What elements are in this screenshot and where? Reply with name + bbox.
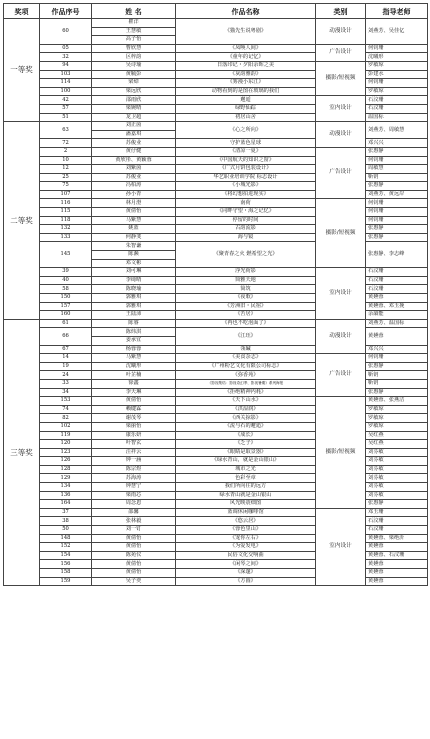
work-title: 《绿水青山，就是金山银山》 <box>176 457 316 466</box>
teacher: 靳钥 <box>366 379 428 388</box>
work-title: 浮光荷影 <box>176 268 316 277</box>
teacher: 黄嬿蓉、张燕洁 <box>366 397 428 406</box>
teacher: 张惠静 <box>366 147 428 156</box>
work-number: 126 <box>40 457 92 466</box>
student-name: 邵雨欣 <box>92 96 176 105</box>
student-name: 张林毅 <box>92 517 176 526</box>
work-title: 《猫先生说粤剧》 <box>176 19 316 45</box>
work-title: 《洪湿润》 <box>176 405 316 414</box>
category: 室内设计 <box>316 268 366 320</box>
student-name: 王慧敏 <box>92 27 176 36</box>
work-title: 我们所向往的远方 <box>176 483 316 492</box>
work-number: 66 <box>40 328 92 345</box>
work-title: 《灰韵雅韵》 <box>176 70 316 79</box>
work-title: 《宠你左右》 <box>176 534 316 543</box>
work-number: 38 <box>40 517 92 526</box>
teacher: 刘燕芳、黄远岸 <box>366 190 428 199</box>
teacher: 张惠静 <box>366 500 428 509</box>
work-number: 128 <box>40 465 92 474</box>
work-title: 《西关掠影》 <box>176 414 316 423</box>
work-title: 《弥香苑》 <box>176 371 316 380</box>
table-row <box>4 199 428 208</box>
teacher: 周敏慧 <box>366 165 428 174</box>
work-title: 《流与石的邂逅》 <box>176 422 316 431</box>
student-name: 姚蓝 <box>92 225 176 234</box>
work-title: 《悠云居》 <box>176 517 316 526</box>
student-name: 徐鑫 <box>92 379 176 388</box>
teacher: 刘燕芳、吴佳亿 <box>366 19 428 45</box>
work-title: 色彩至章 <box>176 474 316 483</box>
header-row <box>4 4 428 19</box>
teacher: 张惠静 <box>366 233 428 242</box>
teacher: 石汶珊 <box>366 285 428 294</box>
work-title: 《深邃》 <box>176 569 316 578</box>
work-number: 156 <box>40 560 92 569</box>
teacher: 刘芬敏 <box>366 457 428 466</box>
student-name: 康乐妍 <box>92 431 176 440</box>
student-name: 梁雨芯 <box>92 491 176 500</box>
teacher: 罗敏琼 <box>366 405 428 414</box>
student-name: 钟慧宁 <box>92 483 176 492</box>
category: 广告设计 <box>316 354 366 397</box>
work-title: 《聚青春之火 燃希望之光》 <box>176 242 316 268</box>
work-title: 《再也不吃泡面了》 <box>176 319 316 328</box>
work-title: 古韵流影 <box>176 225 316 234</box>
student-name: 郭雅琪 <box>92 294 176 303</box>
student-name: 苏俊业 <box>92 139 176 148</box>
teacher: 吴红燕 <box>366 431 428 440</box>
teacher: 罗敏琼 <box>366 422 428 431</box>
student-name: 刘可琳 <box>92 268 176 277</box>
work-number: 72 <box>40 139 92 148</box>
work-title: 瓴碱 <box>176 345 316 354</box>
work-number: 118 <box>40 216 92 225</box>
work-title: 《为爱发电》 <box>176 543 316 552</box>
student-name: 叶芷楠 <box>92 371 176 380</box>
work-title: 城市之光 <box>176 465 316 474</box>
student-name: 赖键霖 <box>92 405 176 414</box>
work-number: 40 <box>40 276 92 285</box>
student-name: 苏俊业 <box>92 173 176 182</box>
work-title: 《凤唤人间》 <box>176 44 316 53</box>
teacher: 靳钥 <box>366 173 428 182</box>
awards-body <box>4 19 428 586</box>
work-number: 37 <box>40 508 92 517</box>
work-number: 24 <box>40 371 92 380</box>
work-title: 《芳洲旧・民宿》 <box>176 302 316 311</box>
work-number: 14 <box>40 354 92 363</box>
teacher: 温国标 <box>366 113 428 122</box>
work-number: 107 <box>40 190 92 199</box>
table-row <box>4 147 428 156</box>
work-title: 风光映震细图 <box>176 500 316 509</box>
work-title: 《广式月饼包装设计》 <box>176 165 316 174</box>
student-name: 王陆沛 <box>92 311 176 320</box>
work-title: 海与镜 <box>176 233 316 242</box>
teacher: 黄嬿蓉 <box>366 577 428 586</box>
work-title: 《江珏》 <box>176 328 316 345</box>
student-name: 刘一钉 <box>92 526 176 535</box>
work-title: 《拒绝精神内耗》 <box>176 388 316 397</box>
teacher: 罗敏琼 <box>366 414 428 423</box>
work-number: 42 <box>40 96 92 105</box>
student-name: 陈炜淇 <box>92 328 176 337</box>
student-name: 刘正茵 <box>92 122 176 131</box>
work-number: 115 <box>40 208 92 217</box>
work-number: 157 <box>40 302 92 311</box>
student-name: 沈曦形 <box>92 362 176 371</box>
work-title: 《成长》 <box>176 431 316 440</box>
work-number: 150 <box>40 294 92 303</box>
work-number: 152 <box>40 543 92 552</box>
student-name: 朱智谦 <box>92 242 176 251</box>
student-name: 曹欣慧 <box>92 44 176 53</box>
table-row <box>4 61 428 70</box>
work-number: 145 <box>40 242 92 268</box>
student-name: 黄欣彤、黄颖蓉 <box>92 156 176 165</box>
work-title: 《将幻想拍进现实》 <box>176 190 316 199</box>
work-number: 119 <box>40 431 92 440</box>
work-title: 绿水青山就是金山银山 <box>176 491 316 500</box>
student-name: 黄倩怡 <box>92 560 176 569</box>
table-row <box>4 96 428 105</box>
work-number: 158 <box>40 569 92 578</box>
work-number: 05 <box>40 44 92 53</box>
work-number: 25 <box>40 173 92 182</box>
work-title: 《乏子》 <box>176 440 316 449</box>
work-title: 日落印记・夕阳余晖之美 <box>176 61 316 70</box>
work-number: 129 <box>40 474 92 483</box>
work-number: 58 <box>40 285 92 294</box>
work-title: 《蓉色里山》 <box>176 526 316 535</box>
teacher: 罗敏琼 <box>366 87 428 96</box>
work-number: 74 <box>40 405 92 414</box>
student-name: 吴子奕 <box>92 577 176 586</box>
work-title: 简雅天地 <box>176 276 316 285</box>
teacher: 黄嬿蓉、石汶珊 <box>366 551 428 560</box>
work-number: 39 <box>40 268 92 277</box>
teacher: 彭建水 <box>366 70 428 79</box>
category: 广告设计 <box>316 44 366 61</box>
header-work: 作品名称 <box>176 4 316 19</box>
table-row <box>4 268 428 277</box>
teacher: 何钊珊 <box>366 216 428 225</box>
teacher: 刘芬敏 <box>366 448 428 457</box>
work-number: 159 <box>40 577 92 586</box>
award-level: 三等奖 <box>4 319 40 585</box>
work-title: 《闲琴之间》 <box>176 560 316 569</box>
work-number: 94 <box>40 61 92 70</box>
award-level: 二等奖 <box>4 122 40 320</box>
teacher: 何钊珊 <box>366 156 428 165</box>
work-title: 《童年的记忆》 <box>176 53 316 62</box>
teacher: 张惠静 <box>366 388 428 397</box>
teacher: 何钊珊 <box>366 208 428 217</box>
table-row <box>4 397 428 406</box>
header-category: 类别 <box>316 4 366 19</box>
student-name: 陈宗煜 <box>92 465 176 474</box>
student-name: 梁焯 <box>92 79 176 88</box>
teacher: 何钊珊 <box>366 354 428 363</box>
student-name: 李天琳 <box>92 388 176 397</box>
teacher: 罗敏琼 <box>366 61 428 70</box>
work-number: 2 <box>40 147 92 156</box>
work-title: 简筑 <box>176 285 316 294</box>
teacher: 邓兴兴 <box>366 345 428 354</box>
work-title: 南荷 <box>176 199 316 208</box>
work-number: 160 <box>40 311 92 320</box>
work-number: 116 <box>40 199 92 208</box>
work-title: 民俗文化交响曲 <box>176 551 316 560</box>
work-number: 75 <box>40 182 92 191</box>
category: 广告设计 <box>316 147 366 199</box>
category: 摄影/短视频 <box>316 397 366 509</box>
work-title: 《清凉一夏》 <box>176 147 316 156</box>
student-name: 吴诗瑜 <box>92 61 176 70</box>
teacher: 吴红燕 <box>366 440 428 449</box>
work-title: 华艺职业培训学院 标志设计 <box>176 173 316 182</box>
student-name: 谢茂琴 <box>92 414 176 423</box>
student-name: 姜承宜 <box>92 336 176 345</box>
teacher: 沈曦形 <box>366 53 428 62</box>
student-name: 孙小青 <box>92 190 176 199</box>
student-name: 马紫慧 <box>92 354 176 363</box>
teacher: 何钊珊 <box>366 44 428 53</box>
work-number: 32 <box>40 53 92 62</box>
student-name: 潘嘉琪 <box>92 130 176 139</box>
student-name: 高子怡 <box>92 36 176 45</box>
work-title: 《同畔守望・海之记忆》 <box>176 208 316 217</box>
work-title: 《眼睛是取景器》 <box>176 448 316 457</box>
work-title: 停留的时间 <box>176 216 316 225</box>
teacher: 张惠静 <box>366 182 428 191</box>
work-number: 19 <box>40 362 92 371</box>
student-name: 陈苑仪 <box>92 551 176 560</box>
student-name: 冯柏涛 <box>92 182 176 191</box>
header-number: 作品序号 <box>40 4 92 19</box>
student-name: 杨蓉蓉 <box>92 345 176 354</box>
category: 摄影/短视频 <box>316 199 366 268</box>
teacher: 刘燕芳、温国标 <box>366 319 428 328</box>
teacher: 石汶珊 <box>366 104 428 113</box>
work-title: 初居山舍 <box>176 113 316 122</box>
work-title: 《雾漫小东江》 <box>176 79 316 88</box>
work-title: 绿野仙踪 <box>176 104 316 113</box>
work-number: 10 <box>40 156 92 165</box>
work-title: 《苦居》 <box>176 311 316 320</box>
work-number: 136 <box>40 491 92 500</box>
work-title: 《广州粉艺文化有限公司标志》 <box>176 362 316 371</box>
work-title: 《影视集结：影视奇幻季、影视暑期》系列海报 <box>176 379 316 388</box>
work-number: 120 <box>40 440 92 449</box>
teacher: 刘燕芳、周敏慧 <box>366 122 428 139</box>
category: 动漫设计 <box>316 319 366 353</box>
work-number: 133 <box>40 233 92 242</box>
student-name: 郭雅琪 <box>92 302 176 311</box>
table-row <box>4 19 428 28</box>
work-title: 《心之所向》 <box>176 122 316 139</box>
work-number: 134 <box>40 483 92 492</box>
work-number: 154 <box>40 551 92 560</box>
student-name: 黄倩怡 <box>92 534 176 543</box>
table-row <box>4 122 428 131</box>
teacher: 黄嬿蓉 <box>366 569 428 578</box>
teacher: 石汶珊 <box>366 96 428 105</box>
work-number: 123 <box>40 448 92 457</box>
teacher: 刘芬敏 <box>366 491 428 500</box>
work-title: 《小城光影》 <box>176 182 316 191</box>
teacher: 何钊珊 <box>366 199 428 208</box>
work-number: 164 <box>40 500 92 509</box>
category: 室内设计 <box>316 508 366 585</box>
teacher: 靳钥 <box>366 371 428 380</box>
student-name: 刘紫茵 <box>92 165 176 174</box>
work-number: 67 <box>40 345 92 354</box>
work-title: 动物看到的是图在玻璃的我们 <box>176 87 316 96</box>
student-name: 梁婉晴 <box>92 104 176 113</box>
student-name: 陈濒 <box>92 251 176 260</box>
teacher: 黄嬿蓉 <box>366 543 428 552</box>
work-number: 63 <box>40 122 92 139</box>
header-award: 奖项 <box>4 4 40 19</box>
work-number: 114 <box>40 79 92 88</box>
work-number: 57 <box>40 104 92 113</box>
table-row <box>4 508 428 517</box>
student-name: 黄毓彭 <box>92 70 176 79</box>
table-row <box>4 319 428 328</box>
teacher: 余韻能 <box>366 311 428 320</box>
student-name: 叶智玄 <box>92 440 176 449</box>
work-title: 《天下山水》 <box>176 397 316 406</box>
student-name: 梁丽怡 <box>92 422 176 431</box>
teacher: 张惠静、李志峰 <box>366 242 428 268</box>
work-title: 《美食杂志》 <box>176 354 316 363</box>
student-name: 何静斐 <box>92 233 176 242</box>
work-number: 33 <box>40 379 92 388</box>
header-name: 姓 名 <box>92 4 176 19</box>
student-name: 瞿洋 <box>92 19 176 28</box>
student-name: 梁远欣 <box>92 87 176 96</box>
student-name: 黄倩怡 <box>92 543 176 552</box>
work-number: 153 <box>40 397 92 406</box>
student-name: 周念恩 <box>92 500 176 509</box>
work-number: 50 <box>40 526 92 535</box>
teacher: 黄嬿蓉、梁绝沂 <box>366 534 428 543</box>
student-name: 林月澄 <box>92 199 176 208</box>
teacher: 邓玉珊 <box>366 508 428 517</box>
teacher: 石汶珊 <box>366 268 428 277</box>
teacher: 张惠静 <box>366 225 428 234</box>
student-name: 陈晓瑜 <box>92 285 176 294</box>
teacher: 刘芬敏 <box>366 474 428 483</box>
student-name: 龙卫超 <box>92 113 176 122</box>
work-title: 邂逅 <box>176 96 316 105</box>
student-name: 黄仔健 <box>92 147 176 156</box>
category: 摄影/短视频 <box>316 61 366 95</box>
work-number: 34 <box>40 388 92 397</box>
student-name: 邵馨 <box>92 508 176 517</box>
work-number: 51 <box>40 113 92 122</box>
student-name: 陈睿 <box>92 319 176 328</box>
work-title: 守护蓝色星球 <box>176 139 316 148</box>
work-number: 148 <box>40 534 92 543</box>
teacher: 石汶珊 <box>366 526 428 535</box>
work-number: 60 <box>40 19 92 45</box>
table-row <box>4 44 428 53</box>
work-number: 82 <box>40 414 92 423</box>
teacher: 张惠静 <box>366 362 428 371</box>
work-title: 《夜歌》 <box>176 294 316 303</box>
student-name: 李绮晴 <box>92 276 176 285</box>
work-title: 蓝调休闲咖啡馆 <box>176 508 316 517</box>
teacher: 石汶珊 <box>366 276 428 285</box>
teacher: 刘芬敏 <box>366 483 428 492</box>
work-number: 102 <box>40 422 92 431</box>
category: 动漫设计 <box>316 122 366 148</box>
student-name: 黄倩怡 <box>92 208 176 217</box>
teacher: 邓兴兴 <box>366 139 428 148</box>
student-name: 区梓韵 <box>92 53 176 62</box>
work-number: 132 <box>40 225 92 234</box>
work-number: 100 <box>40 87 92 96</box>
student-name: 马紫慧 <box>92 216 176 225</box>
teacher: 黄嬿蓉 <box>366 560 428 569</box>
teacher: 黄嬿蓉 <box>366 328 428 345</box>
teacher: 黄嬿蓉 <box>366 294 428 303</box>
student-name: 黄倩怡 <box>92 569 176 578</box>
work-number: 103 <box>40 70 92 79</box>
award-level: 一等奖 <box>4 19 40 122</box>
category: 室内设计 <box>316 96 366 122</box>
header-teacher: 指导老师 <box>366 4 428 19</box>
student-name: 黄倩怡 <box>92 397 176 406</box>
category: 动漫设计 <box>316 19 366 45</box>
teacher: 石汶珊 <box>366 517 428 526</box>
work-title: 《方圆》 <box>176 577 316 586</box>
work-number: 12 <box>40 165 92 174</box>
student-name: 汪祥云 <box>92 448 176 457</box>
work-title: 《中国航天的知识之窗》 <box>176 156 316 165</box>
teacher: 刘芬敏 <box>366 465 428 474</box>
teacher: 何钊珊 <box>366 79 428 88</box>
student-name: 邓文彬 <box>92 259 176 268</box>
table-row <box>4 354 428 363</box>
student-name: 钟一涵 <box>92 457 176 466</box>
student-name: 苏海涛 <box>92 474 176 483</box>
work-number: 61 <box>40 319 92 328</box>
awards-table <box>3 3 428 586</box>
teacher: 黄嬿蓉、邓玉挽 <box>366 302 428 311</box>
